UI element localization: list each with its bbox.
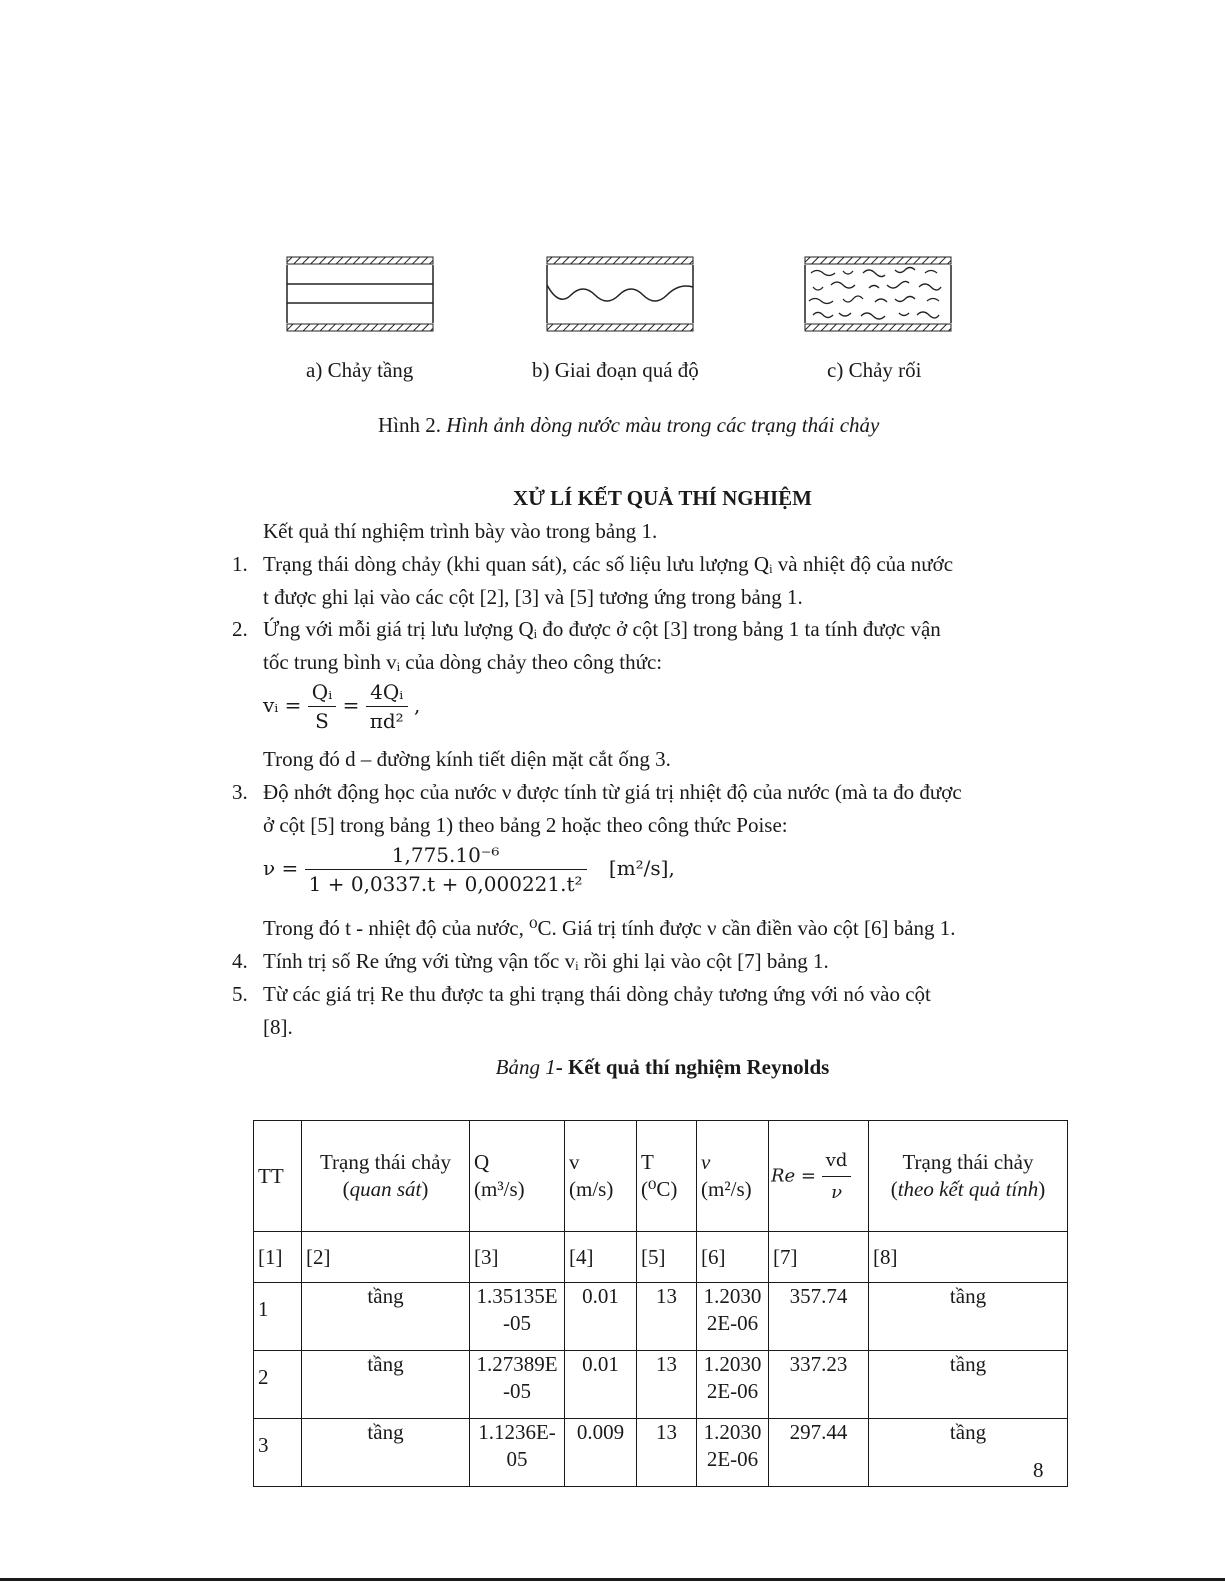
section-title: XỬ LÍ KẾT QUẢ THÍ NGHIỆM	[513, 486, 812, 510]
formula1-tail: ,	[414, 693, 421, 717]
row-q-line1: 1.27389E	[476, 1352, 558, 1376]
index-cell-1: [1]	[254, 1232, 302, 1283]
row-nu	[697, 1419, 769, 1487]
row-q	[470, 1283, 565, 1351]
bottom-rule	[0, 1578, 1225, 1581]
row-nu-line1: 1.2030	[703, 1420, 762, 1444]
header-calculated-state-italic: theo kết quả tính	[897, 1177, 1039, 1201]
header-q-line1: Q	[474, 1150, 490, 1174]
index-cell-7: [7]	[769, 1232, 869, 1283]
caption-text: Hình ảnh dòng nước màu trong các trạng thái chảy	[446, 413, 880, 437]
figure-label-transition: b) Giai đoạn quá độ	[532, 358, 699, 382]
row-nu-line1: 1.2030	[703, 1284, 762, 1308]
table-row	[254, 1283, 1068, 1351]
item-1-line-2: t được ghi lại vào các cột [2], [3] và [5] tương ứng trong bảng 1.	[263, 585, 803, 609]
header-calculated-state	[869, 1121, 1068, 1232]
item-3-line-1: Độ nhớt động học của nước ν được tính từ giá trị nhiệt độ của nước (mà ta đo được	[263, 780, 962, 804]
formula2-numerator: 1,775.10⁻⁶	[305, 843, 587, 870]
formula2-unit: [m²/s],	[608, 856, 675, 880]
pipe-turbulent-figure	[803, 255, 953, 333]
row-nu-line2: 2E-06	[706, 1311, 759, 1335]
header-re-fraction	[822, 1147, 852, 1206]
header-nu-unit: (m²/s)	[701, 1177, 752, 1201]
header-observed-state-line1: Trạng thái chảy	[319, 1150, 452, 1174]
formula1-fraction-1	[308, 680, 336, 733]
index-cell-5: [5]	[637, 1232, 697, 1283]
row-t: 13	[637, 1283, 697, 1351]
row-nu	[697, 1351, 769, 1419]
formula2-denominator: 1 + 0,0337.t + 0,000221.t²	[308, 872, 583, 896]
note-diameter: Trong đó d – đường kính tiết diện mặt cắt ống 3.	[263, 747, 671, 771]
figure-label-laminar: a) Chảy tầng	[306, 358, 414, 382]
header-re	[769, 1121, 869, 1232]
item-5-line-2: [8].	[263, 1015, 293, 1039]
index-cell-2: [2]	[302, 1232, 470, 1283]
header-t	[637, 1121, 697, 1232]
row-nu	[697, 1283, 769, 1351]
row-nu-line1: 1.2030	[703, 1352, 762, 1376]
row-q-line2: 05	[506, 1447, 528, 1471]
header-re-denominator: ν	[831, 1181, 843, 1203]
header-tt: TT	[254, 1121, 302, 1232]
header-re-lhs: Re =	[771, 1165, 817, 1186]
header-v-line1: v	[569, 1150, 580, 1174]
item-2-line-1: Ứng với mỗi giá trị lưu lượng Qᵢ đo được ở cột [3] trong bảng 1 ta tính được vận	[263, 617, 941, 641]
header-q	[470, 1121, 565, 1232]
formula1-fraction-2	[366, 680, 408, 733]
header-observed-state-italic: quan sát	[349, 1177, 422, 1201]
formula1-equals: =	[342, 693, 360, 717]
index-cell-8: [8]	[869, 1232, 1068, 1283]
formula1-numerator-2: 4Qᵢ	[366, 680, 408, 707]
row-calculated-state: tầng	[869, 1419, 1068, 1487]
row-observed-state: tầng	[302, 1351, 470, 1419]
row-nu-line2: 2E-06	[706, 1447, 759, 1471]
header-q-unit: (m³/s)	[474, 1177, 525, 1201]
row-v: 0.009	[565, 1419, 637, 1487]
row-t: 13	[637, 1419, 697, 1487]
row-t: 13	[637, 1351, 697, 1419]
header-observed-state-line2: (quan sát)	[342, 1177, 429, 1201]
row-v: 0.01	[565, 1351, 637, 1419]
caption-prefix: Hình 2.	[378, 413, 441, 437]
row-re: 357.74	[769, 1283, 869, 1351]
table-index-row	[254, 1232, 1068, 1283]
table-title-bold: - Kết quả thí nghiệm Reynolds	[555, 1055, 830, 1079]
table-title-italic: Bảng 1	[495, 1055, 556, 1079]
table-row	[254, 1419, 1068, 1487]
item-2-line-2: tốc trung bình vᵢ của dòng chảy theo công thức:	[263, 650, 663, 674]
header-calculated-state-line1: Trạng thái chảy	[902, 1150, 1034, 1174]
row-re: 337.23	[769, 1351, 869, 1419]
row-q	[470, 1351, 565, 1419]
header-nu	[697, 1121, 769, 1232]
table-title	[0, 1055, 1225, 1080]
velocity-formula	[263, 680, 420, 733]
row-tt: 1	[254, 1283, 302, 1351]
item-5-line-1: Từ các giá trị Re thu được ta ghi trạng thái dòng chảy tương ứng với nó vào cột	[263, 982, 931, 1006]
item-number-3: 3.	[232, 780, 248, 804]
row-calculated-state: tầng	[869, 1351, 1068, 1419]
row-q-line2: -05	[503, 1311, 531, 1335]
header-re-numerator: vd	[822, 1147, 852, 1177]
row-v: 0.01	[565, 1283, 637, 1351]
item-number-2: 2.	[232, 617, 248, 641]
row-q-line1: 1.1236E-	[478, 1420, 556, 1444]
header-observed-state	[302, 1121, 470, 1232]
row-tt: 2	[254, 1351, 302, 1419]
row-observed-state: tầng	[302, 1419, 470, 1487]
item-3-line-2: ở cột [5] trong bảng 1) theo bảng 2 hoặc theo công thức Poise:	[263, 813, 788, 837]
viscosity-formula	[263, 843, 675, 896]
formula1-lhs: vᵢ =	[263, 693, 302, 717]
note-temperature: Trong đó t - nhiệt độ của nước, ⁰C. Giá trị tính được ν cần điền vào cột [6] bảng 1.	[263, 916, 956, 940]
row-q-line1: 1.35135E	[476, 1284, 558, 1308]
header-v	[565, 1121, 637, 1232]
index-cell-3: [3]	[470, 1232, 565, 1283]
header-t-line1: T	[641, 1150, 654, 1174]
header-calculated-state-line2: (theo kết quả tính)	[890, 1177, 1046, 1201]
item-4-line-1: Tính trị số Re ứng với từng vận tốc vᵢ rồi ghi lại vào cột [7] bảng 1.	[263, 949, 829, 973]
page-number: 8	[1033, 1458, 1044, 1482]
header-v-unit: (m/s)	[569, 1177, 614, 1201]
pipe-laminar-figure	[285, 255, 435, 333]
table-header-row	[254, 1121, 1068, 1232]
index-cell-4: [4]	[565, 1232, 637, 1283]
row-nu-line2: 2E-06	[706, 1379, 759, 1403]
intro-paragraph: Kết quả thí nghiệm trình bày vào trong bảng 1.	[263, 519, 658, 543]
formula1-numerator-1: Qᵢ	[308, 680, 336, 707]
header-nu-line1: ν	[701, 1150, 711, 1174]
header-t-unit: (⁰C)	[641, 1177, 678, 1201]
formula1-denominator-1: S	[315, 709, 329, 733]
formula2-fraction	[305, 843, 587, 896]
figure-caption	[378, 413, 879, 438]
index-cell-6: [6]	[697, 1232, 769, 1283]
row-tt: 3	[254, 1419, 302, 1487]
row-q-line2: -05	[503, 1379, 531, 1403]
figure-label-turbulent: c) Chảy rối	[827, 358, 922, 382]
item-number-5: 5.	[232, 982, 248, 1006]
formula2-lhs: ν =	[263, 856, 299, 880]
row-q	[470, 1419, 565, 1487]
pipe-transition-figure	[545, 255, 695, 333]
table-row	[254, 1351, 1068, 1419]
item-number-4: 4.	[232, 949, 248, 973]
row-re: 297.44	[769, 1419, 869, 1487]
formula1-denominator-2: πd²	[369, 709, 404, 733]
results-table	[253, 1120, 1068, 1487]
row-observed-state: tầng	[302, 1283, 470, 1351]
item-number-1: 1.	[232, 552, 248, 576]
row-calculated-state: tầng	[869, 1283, 1068, 1351]
item-1-line-1: Trạng thái dòng chảy (khi quan sát), các số liệu lưu lượng Qᵢ và nhiệt độ của nước	[263, 552, 954, 576]
